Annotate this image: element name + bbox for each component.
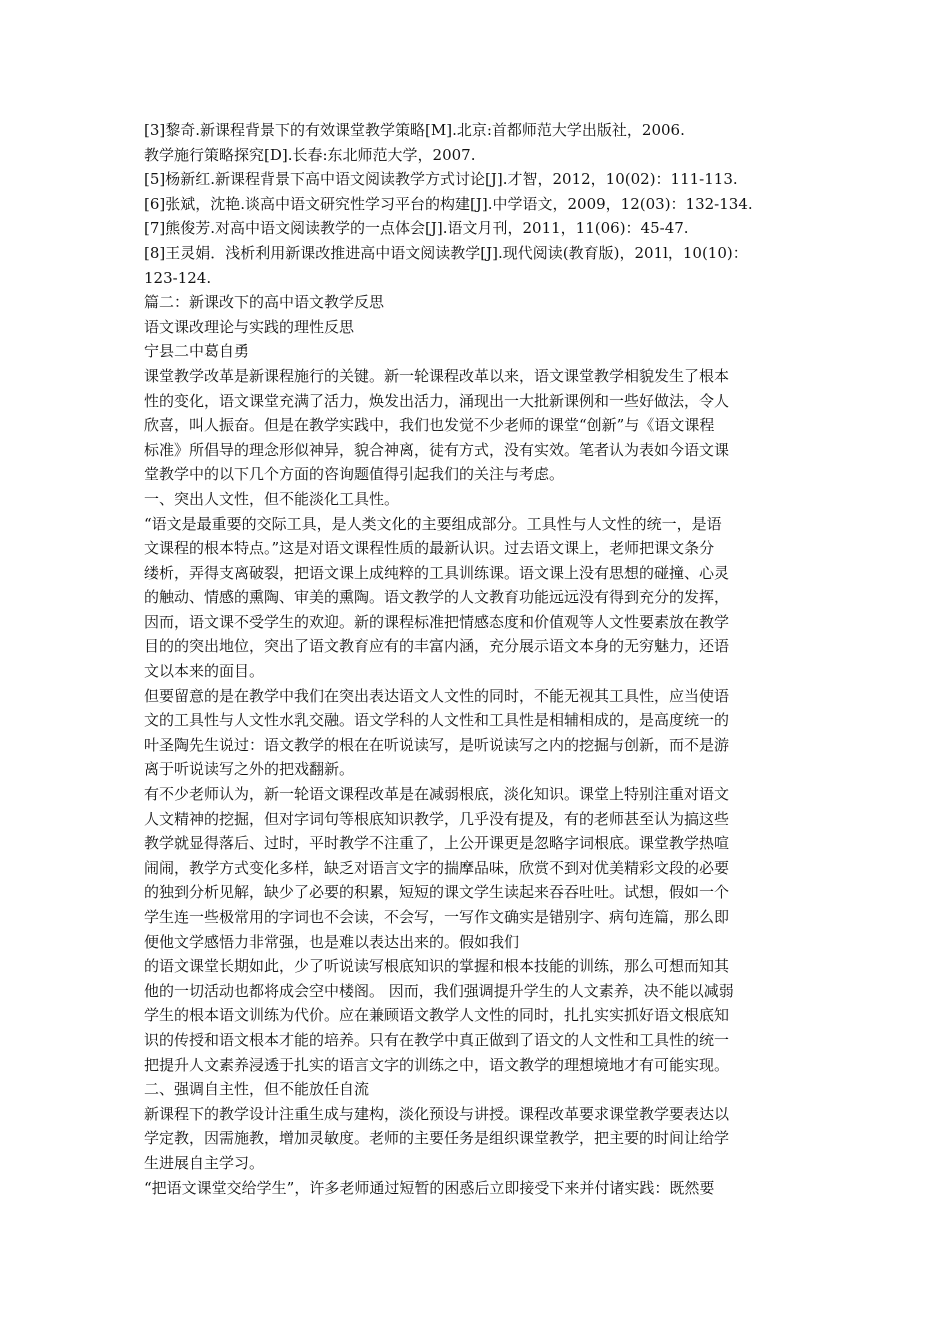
paragraph-line: 因而，语文课不受学生的欢迎。新的课程标准把情感态度和价值观等人文性要素放在教学 bbox=[144, 612, 730, 631]
paragraph-line: 性的变化，语文课堂充满了活力，焕发出活力，涌现出一大批新课例和一些好做法，令人 bbox=[144, 391, 730, 410]
paragraph-line: 生进展自主学习。 bbox=[144, 1153, 265, 1172]
section-heading: 篇二：新课改下的高中语文教学反思 bbox=[144, 293, 385, 312]
paragraph-line: 教学就显得落后、过时，平时教学不注重了，上公开课更是忽略字词根底。课堂教学热喧 bbox=[144, 834, 730, 853]
paragraph-line: 便他文学感悟力非常强，也是难以表达出来的。假如我们 bbox=[144, 932, 520, 951]
intro-paragraph bbox=[144, 364, 810, 487]
article-title: 语文课改理论与实践的理性反思 bbox=[144, 317, 355, 336]
paragraph-line: 他的一切活动也都将成会空中楼阁。 因而，我们强调提升学生的人文素养，决不能以减弱 bbox=[144, 981, 734, 1000]
paragraph-line: 文课程的根本特点。”这是对语文课程性质的最新认识。过去语文课上，老师把课文条分 bbox=[144, 539, 715, 558]
paragraph-line: 文的工具性与人文性水乳交融。语文学科的人文性和工具性是相辅相成的，是高度统一的 bbox=[144, 711, 730, 730]
paragraph-line: “把语文课堂交给学生”，许多老师通过短暂的困惑后立即接受下来并付诸实践：既然要 bbox=[144, 1178, 715, 1197]
reference-item: 123-124. bbox=[144, 268, 212, 287]
paragraph-line: 堂教学中的以下几个方面的咨询题值得引起我们的关注与考虑。 bbox=[144, 465, 565, 484]
paragraph-line: 目的的突出地位，突出了语文教育应有的丰富内涵，充分展示语文本身的无穷魅力，还语 bbox=[144, 637, 730, 656]
paragraph-line: 离于听说读写之外的把戏翻新。 bbox=[144, 760, 355, 779]
paragraph-line: 课堂教学改革是新课程施行的关键。新一轮课程改革以来，语文课堂教学相貌发生了根本 bbox=[144, 366, 730, 385]
paragraph-line: 文以本来的面目。 bbox=[144, 662, 265, 681]
paragraph-line: 把提升人文素养浸透于扎实的语言文字的训练之中，语文教学的理想境地才有可能实现。 bbox=[144, 1055, 730, 1074]
reference-item: 教学施行策略探究[D].长春:东北师范大学，2007. bbox=[144, 145, 476, 164]
paragraph-line: 欣喜，叫人振奋。但是在教学实践中，我们也发觉不少老师的课堂“创新”与《语文课程 bbox=[144, 416, 715, 435]
paragraph-line: 闹闹，教学方式变化多样，缺乏对语言文字的揣摩品味，欣赏不到对优美精彩文段的必要 bbox=[144, 858, 730, 877]
reference-item: [6]张斌，沈艳.谈高中语文研究性学习平台的构建[J].中学语文，2009，12(03)：132-134. bbox=[144, 194, 753, 213]
paragraph-line: 人文精神的挖掘，但对字词句等根底知识教学，几乎没有提及，有的老师甚至认为搞这些 bbox=[144, 809, 730, 828]
paragraph-line: 的语文课堂长期如此，少了听说读写根底知识的掌握和根本技能的训练，那么可想而知其 bbox=[144, 957, 730, 976]
reference-item: [8]王灵娟．浅析利用新课改推进高中语文阅读教学[J].现代阅读(教育版)，201l，10(10)： bbox=[144, 243, 748, 262]
paragraph-1 bbox=[144, 512, 810, 684]
paragraph-line: 识的传授和语文根本才能的培养。只有在教学中真正做到了语文的人文性和工具性的统一 bbox=[144, 1030, 730, 1049]
reference-list bbox=[144, 118, 810, 290]
paragraph-line: 学定教，因需施教，增加灵敏度。老师的主要任务是组织课堂教学，把主要的时间让给学 bbox=[144, 1129, 730, 1148]
paragraph-4 bbox=[144, 954, 810, 1077]
paragraph-2 bbox=[144, 684, 810, 782]
paragraph-line: 的独到分析见解，缺少了必要的积累，短短的课文学生读起来吞吞吐吐。试想，假如一个 bbox=[144, 883, 730, 902]
paragraph-5 bbox=[144, 1102, 810, 1176]
paragraph-line: 学生的根本语文训练为代价。应在兼顾语文教学人文性的同时，扎扎实实抓好语文根底知 bbox=[144, 1006, 730, 1025]
subheading-1: 一、突出人文性，但不能淡化工具性。 bbox=[144, 489, 400, 508]
paragraph-line: 标准》所倡导的理念形似神异，貌合神离，徒有方式，没有实效。笔者认为表如今语文课 bbox=[144, 440, 730, 459]
paragraph-6 bbox=[144, 1176, 810, 1201]
paragraph-line: 学生连一些极常用的字词也不会读，不会写，一写作文确实是错别字、病句连篇，那么即 bbox=[144, 908, 730, 926]
paragraph-line: 新课程下的教学设计注重生成与建构，淡化预设与讲授。课程改革要求课堂教学要表达以 bbox=[144, 1104, 730, 1123]
reference-item: [3]黎奇.新课程背景下的有效课堂教学策略[M].北京:首都师范大学出版社，2006. bbox=[144, 121, 685, 139]
paragraph-line: 但要留意的是在教学中我们在突出表达语文人文性的同时，不能无视其工具性，应当使语 bbox=[144, 686, 730, 705]
reference-item: [5]杨新红.新课程背景下高中语文阅读教学方式讨论[J].才智，2012，10(02)：111-113. bbox=[144, 170, 738, 189]
document-page bbox=[144, 118, 810, 1200]
article-author: 宁县二中葛自勇 bbox=[144, 342, 250, 361]
paragraph-line: “语文是最重要的交际工具，是人类文化的主要组成部分。工具性与人文性的统一，是语 bbox=[144, 514, 722, 533]
paragraph-line: 叶圣陶先生说过：语文教学的根在在听说读写，是听说读写之内的挖掘与创新，而不是游 bbox=[144, 735, 730, 754]
subheading-2: 二、强调自主性，但不能放任自流 bbox=[144, 1080, 370, 1099]
paragraph-line: 缕析，弄得支离破裂，把语文课上成纯粹的工具训练课。语文课上没有思想的碰撞、心灵 bbox=[144, 563, 730, 582]
paragraph-line: 有不少老师认为，新一轮语文课程改革是在减弱根底，淡化知识。课堂上特别注重对语文 bbox=[144, 785, 730, 804]
paragraph-line: 的触动、情感的熏陶、审美的熏陶。语文教学的人文教育功能远远没有得到充分的发挥， bbox=[144, 588, 730, 607]
paragraph-3 bbox=[144, 782, 810, 954]
reference-item: [7]熊俊芳.对高中语文阅读教学的一点体会[J].语文月刊，2011，11(06)：45-47. bbox=[144, 219, 689, 238]
